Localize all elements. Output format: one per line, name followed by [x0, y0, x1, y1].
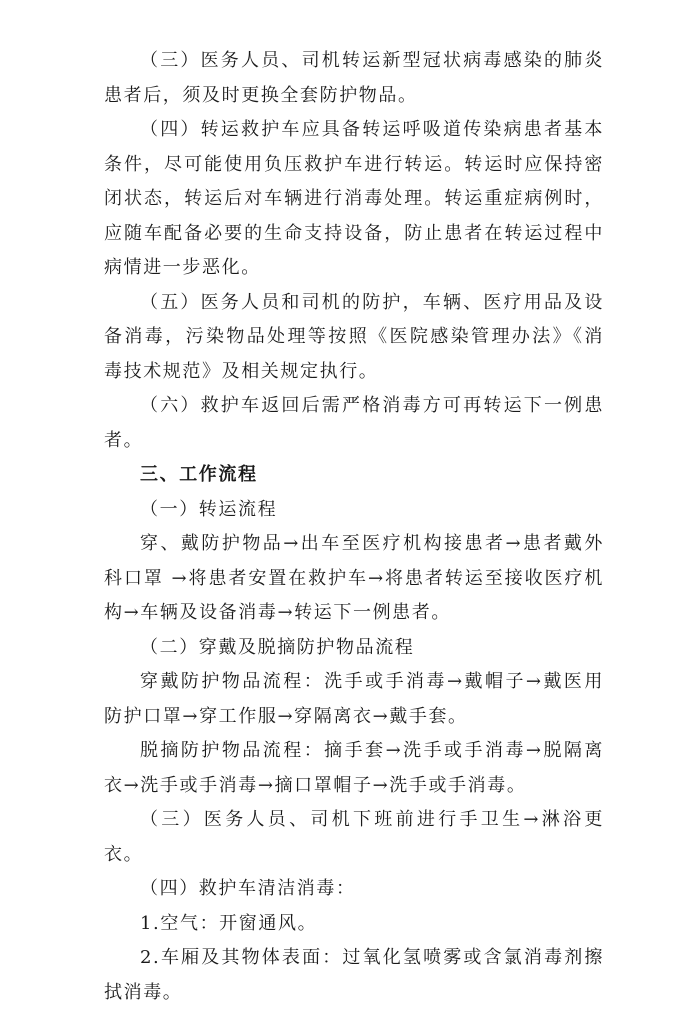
paragraph-transfer-steps: 穿、戴防护物品→出车至医疗机构接患者→患者戴外科口罩 →将患者安置在救护车→将患者转运至接收医疗机构→车辆及设备消毒→转运下一例患者。 [104, 533, 604, 623]
paragraph-ambulance-return: （六）救护车返回后需严格消毒方可再转运下一例患者。 [104, 395, 604, 451]
section-heading-workflow: 三、工作流程 [140, 464, 258, 485]
subheading-ambulance-disinfection: （四）救护车清洁消毒： [140, 878, 356, 899]
list-item-air: 1.空气：开窗通风。 [140, 912, 318, 934]
paragraph-ppe-doffing: 脱摘防护物品流程：摘手套→洗手或手消毒→脱隔离衣→洗手或手消毒→摘口罩帽子→洗手或手消毒。 [104, 740, 604, 796]
paragraph-hand-hygiene: （三）医务人员、司机下班前进行手卫生→淋浴更衣。 [104, 809, 604, 865]
paragraph-ambulance-requirements: （四）转运救护车应具备转运呼吸道传染病患者基本条件，尽可能使用负压救护车进行转运。转运时应保持密闭状态，转运后对车辆进行消毒处理。转运重症病例时，应随车配备必要的生命支持设备，防止患者在转运过程中病情进一步恶化。 [104, 119, 604, 278]
subheading-ppe-process: （二）穿戴及脱摘防护物品流程 [140, 636, 415, 658]
paragraph-ppe-donning: 穿戴防护物品流程：洗手或手消毒→戴帽子→戴医用防护口罩→穿工作服→穿隔离衣→戴手套。 [104, 671, 604, 727]
paragraph-protection-regulations: （五）医务人员和司机的防护，车辆、医疗用品及设备消毒，污染物品处理等按照《医院感染管理办法》《消毒技术规范》及相关规定执行。 [104, 291, 604, 382]
paragraph-staff-ppe-change: （三）医务人员、司机转运新型冠状病毒感染的肺炎患者后，须及时更换全套防护物品。 [104, 50, 604, 106]
list-item-surfaces: 2.车厢及其物体表面：过氧化氢喷雾或含氯消毒剂擦拭消毒。 [104, 947, 604, 1003]
subheading-transfer-process: （一）转运流程 [140, 498, 278, 520]
